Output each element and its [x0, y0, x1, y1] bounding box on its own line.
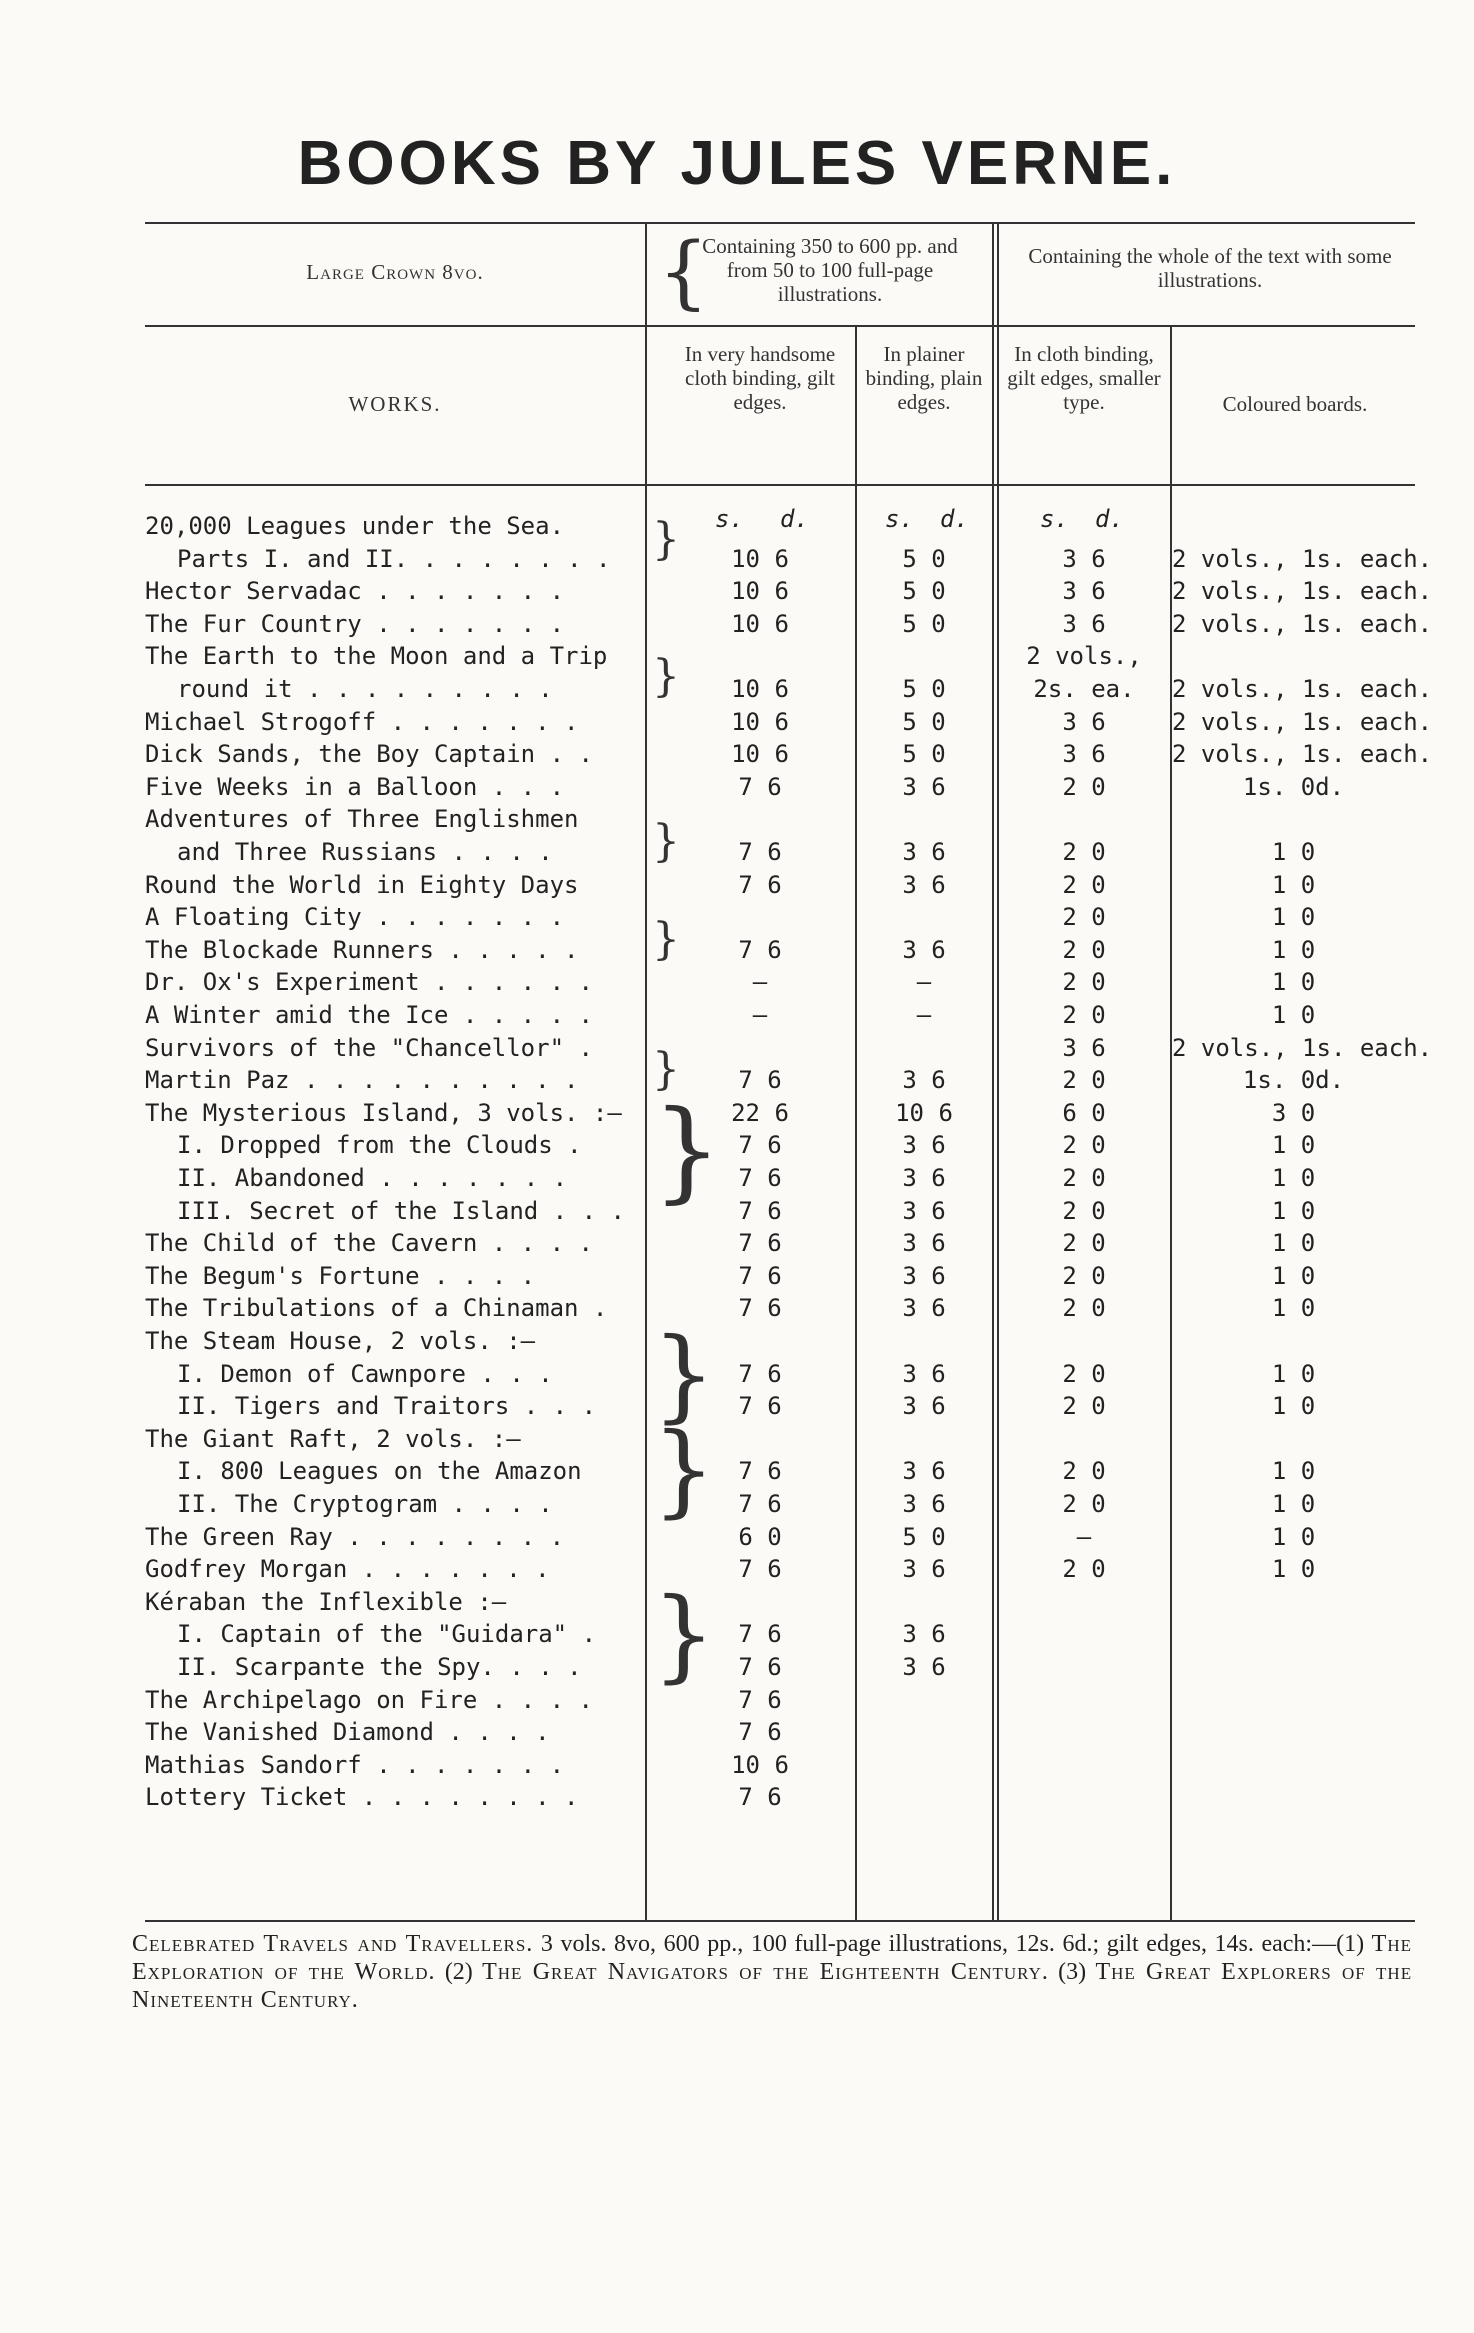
price-cell-c1: 7 6: [738, 1066, 782, 1094]
price-cell-c3: 3 6: [1062, 1034, 1106, 1062]
row-title: Lottery Ticket . . . . . . . .: [145, 1783, 579, 1811]
price-cell-c1: 7 6: [738, 1131, 782, 1159]
price-cell-c4: 2 vols., 1s. each.: [1172, 675, 1433, 703]
price-cell-c3: 2s. ea.: [1033, 675, 1135, 703]
price-cell-c1: 7 6: [738, 1783, 782, 1811]
row-title: Mathias Sandorf . . . . . . .: [145, 1751, 565, 1779]
col-divider-3b: [997, 222, 999, 1920]
table-top-rule: [145, 222, 1415, 224]
unit-s-col3: s.: [1040, 505, 1069, 533]
price-cell-c3: 2 0: [1062, 936, 1106, 964]
price-cell-c4: 1 0: [1271, 903, 1316, 931]
price-cell-c1: 7 6: [738, 936, 782, 964]
price-cell-c4: 1 0: [1271, 1392, 1316, 1420]
price-cell-c2: 3 6: [902, 773, 946, 801]
row-title: Hector Servadac . . . . . . .: [145, 577, 565, 605]
footer-part-2: The Great Navigators of the Eighteenth Century.: [482, 1959, 1049, 1985]
row-title: The Green Ray . . . . . . . .: [145, 1523, 565, 1551]
brace-survivors: }: [652, 1044, 680, 1095]
group-one-brace: {: [658, 225, 709, 318]
row-title: Survivors of the "Chancellor" .: [145, 1034, 593, 1062]
row-title: The Mysterious Island, 3 vols. :—: [145, 1099, 622, 1127]
brace-keraban: }: [652, 1576, 716, 1693]
price-cell-c4: 1 0: [1271, 1555, 1316, 1583]
price-cell-c4: 1 0: [1271, 1131, 1316, 1159]
brace-floating: }: [652, 914, 680, 965]
format-heading: Large Crown 8vo.: [306, 260, 484, 284]
brace-giant-raft: }: [652, 1411, 716, 1528]
page-title: BOOKS BY JULES VERNE.: [297, 129, 1177, 198]
price-cell-c4: 1 0: [1271, 1001, 1316, 1029]
brace-adventures: }: [652, 816, 680, 867]
price-cell-c3: —: [1076, 1523, 1092, 1551]
price-cell-c1: 7 6: [738, 1490, 782, 1518]
price-cell-c2: —: [916, 1001, 932, 1029]
row-title: The Giant Raft, 2 vols. :—: [145, 1425, 521, 1453]
row-title: and Three Russians . . . .: [177, 838, 553, 866]
price-cell-c1: 7 6: [738, 838, 782, 866]
price-cell-c2: 3 6: [902, 871, 946, 899]
footer-part-3: The Great Explorers of the Nineteenth Century.: [132, 1959, 1413, 2013]
row-title: The Fur Country . . . . . . .: [145, 610, 565, 638]
unit-s-col1: s.: [715, 505, 744, 533]
price-cell-c3: 3 6: [1062, 708, 1106, 736]
row-title: The Earth to the Moon and a Trip: [145, 642, 608, 670]
price-cell-c4: 1 0: [1271, 1523, 1316, 1551]
price-cell-c3: 2 vols.,: [1026, 642, 1142, 670]
row-title: Michael Strogoff . . . . . . .: [145, 708, 579, 736]
price-cell-c2: 5 0: [902, 610, 946, 638]
price-cell-c4: 1 0: [1271, 838, 1316, 866]
price-cell-c2: 3 6: [902, 1392, 946, 1420]
price-cell-c1: 7 6: [738, 1653, 782, 1681]
price-cell-c2: 3 6: [902, 1066, 946, 1094]
row-title: Round the World in Eighty Days: [145, 871, 579, 899]
col-divider-1: [645, 222, 647, 1920]
price-cell-c1: —: [752, 968, 768, 996]
col-boards-heading: Coloured boards.: [1222, 392, 1368, 416]
price-cell-c3: 2 0: [1062, 1197, 1106, 1225]
price-cell-c1: 7 6: [738, 773, 782, 801]
row-title: round it . . . . . . . . .: [177, 675, 553, 703]
price-cell-c1: 10 6: [731, 675, 789, 703]
row-title: I. Demon of Cawnpore . . .: [177, 1360, 553, 1388]
header-mid-rule: [145, 325, 1415, 327]
unit-s-col2: s.: [885, 505, 914, 533]
price-cell-c2: 3 6: [902, 1360, 946, 1388]
price-cell-c2: —: [916, 968, 932, 996]
price-cell-c4: 1 0: [1271, 936, 1316, 964]
price-cell-c1: 10 6: [731, 740, 789, 768]
price-cell-c2: 3 6: [902, 1164, 946, 1192]
price-cell-c1: —: [752, 1001, 768, 1029]
price-cell-c3: 2 0: [1062, 1262, 1106, 1290]
price-cell-c2: 3 6: [902, 1457, 946, 1485]
row-title: I. Dropped from the Clouds .: [177, 1131, 582, 1159]
price-cell-c3: 2 0: [1062, 1066, 1106, 1094]
row-title: 20,000 Leagues under the Sea.: [145, 512, 565, 540]
row-title: A Floating City . . . . . . .: [145, 903, 565, 931]
row-title: I. Captain of the "Guidara" .: [177, 1620, 597, 1648]
price-cell-c4: 1 0: [1271, 1229, 1316, 1257]
price-cell-c4: 1 0: [1271, 968, 1316, 996]
price-cell-c4: 2 vols., 1s. each.: [1172, 740, 1433, 768]
works-heading: WORKS.: [348, 392, 442, 416]
price-cell-c1: 7 6: [738, 1718, 782, 1746]
price-cell-c1: 7 6: [738, 1555, 782, 1583]
row-title: II. Tigers and Traitors . . .: [177, 1392, 597, 1420]
brace-20000: }: [652, 514, 680, 565]
row-title: Dick Sands, the Boy Captain . .: [145, 740, 593, 768]
price-cell-c2: 3 6: [902, 1131, 946, 1159]
price-cell-c2: 5 0: [902, 708, 946, 736]
price-cell-c2: 3 6: [902, 936, 946, 964]
price-cell-c3: 2 0: [1062, 871, 1106, 899]
group-one-heading: Containing 350 to 600 pp. and from 50 to 100 full-page illustrations.: [702, 234, 958, 306]
price-cell-c4: 1s. 0d.: [1242, 1066, 1345, 1094]
col-divider-2: [855, 325, 857, 1920]
price-cell-c2: 5 0: [902, 675, 946, 703]
row-title: The Vanished Diamond . . . .: [145, 1718, 550, 1746]
price-cell-c1: 7 6: [738, 1262, 782, 1290]
row-title: II. The Cryptogram . . . .: [177, 1490, 553, 1518]
price-cell-c4: 1 0: [1271, 1197, 1316, 1225]
price-cell-c2: 3 6: [902, 1262, 946, 1290]
brace-earth-moon: }: [652, 651, 680, 702]
price-cell-c3: 2 0: [1062, 1555, 1106, 1583]
price-cell-c3: 2 0: [1062, 1457, 1106, 1485]
row-title: The Archipelago on Fire . . . .: [145, 1686, 593, 1714]
price-cell-c2: 3 6: [902, 1229, 946, 1257]
price-cell-c4: 2 vols., 1s. each.: [1172, 577, 1433, 605]
brace-mysterious: }: [652, 1086, 722, 1214]
header-bottom-rule: [145, 484, 1415, 486]
footer-text-2: (2): [444, 1959, 473, 1985]
unit-d-col2: d.: [940, 505, 969, 533]
row-title: Dr. Ox's Experiment . . . . . .: [145, 968, 593, 996]
price-cell-c3: 2 0: [1062, 1229, 1106, 1257]
price-cell-c3: 2 0: [1062, 1294, 1106, 1322]
price-cell-c3: 3 6: [1062, 545, 1106, 573]
price-cell-c4: 2 vols., 1s. each.: [1172, 1034, 1433, 1062]
price-cell-c3: 2 0: [1062, 1164, 1106, 1192]
price-cell-c4: 1 0: [1271, 1360, 1316, 1388]
price-cell-c4: 1 0: [1271, 1294, 1316, 1322]
price-cell-c2: 3 6: [902, 1294, 946, 1322]
price-cell-c4: 2 vols., 1s. each.: [1172, 545, 1433, 573]
row-title: The Tribulations of a Chinaman .: [145, 1294, 608, 1322]
price-cell-c4: 1 0: [1271, 1164, 1316, 1192]
price-cell-c2: 3 6: [902, 1620, 946, 1648]
price-cell-c3: 2 0: [1062, 838, 1106, 866]
price-cell-c2: 3 6: [902, 838, 946, 866]
price-cell-c3: 2 0: [1062, 1001, 1106, 1029]
price-cell-c3: 2 0: [1062, 1131, 1106, 1159]
row-title: The Steam House, 2 vols. :—: [145, 1327, 536, 1355]
price-cell-c3: 3 6: [1062, 577, 1106, 605]
row-title: Kéraban the Inflexible :—: [145, 1588, 507, 1616]
price-cell-c1: 10 6: [731, 545, 789, 573]
price-cell-c3: 2 0: [1062, 968, 1106, 996]
price-cell-c2: 3 6: [902, 1490, 946, 1518]
price-cell-c1: 7 6: [738, 1164, 782, 1192]
col-handsome-heading: In very handsome cloth binding, gilt edges.: [684, 342, 836, 414]
price-cell-c1: 10 6: [731, 708, 789, 736]
row-title: The Child of the Cavern . . . .: [145, 1229, 593, 1257]
row-title: II. Scarpante the Spy. . . .: [177, 1653, 582, 1681]
price-cell-c1: 7 6: [738, 1620, 782, 1648]
footer-lead: Celebrated Travels and Travellers.: [132, 1931, 534, 1957]
price-cell-c2: 10 6: [895, 1099, 953, 1127]
price-cell-c3: 6 0: [1062, 1099, 1106, 1127]
row-title: A Winter amid the Ice . . . . .: [145, 1001, 593, 1029]
price-cell-c4: 3 0: [1271, 1099, 1316, 1127]
price-cell-c3: 3 6: [1062, 740, 1106, 768]
price-cell-c4: 1 0: [1271, 1262, 1316, 1290]
row-title: Parts I. and II. . . . . . . .: [177, 545, 611, 573]
table-bottom-rule: [145, 1920, 1415, 1922]
price-cell-c3: 3 6: [1062, 610, 1106, 638]
row-title: III. Secret of the Island . . .: [177, 1197, 625, 1225]
footer-part-1: The Exploration of the World.: [132, 1931, 1412, 1985]
price-cell-c3: 2 0: [1062, 1490, 1106, 1518]
row-title: The Blockade Runners . . . . .: [145, 936, 579, 964]
price-cell-c3: 2 0: [1062, 773, 1106, 801]
group-two-heading: Containing the whole of the text with some illustrations.: [1028, 244, 1392, 292]
price-cell-c4: 1s. 0d.: [1242, 773, 1345, 801]
footer-note: [132, 1930, 1412, 2014]
price-cell-c2: 5 0: [902, 545, 946, 573]
price-cell-c2: 5 0: [902, 577, 946, 605]
row-title: Godfrey Morgan . . . . . . .: [145, 1555, 550, 1583]
col-cloth-heading: In cloth binding, gilt edges, smaller type.: [1007, 342, 1161, 414]
brace-steam-house: }: [652, 1316, 716, 1433]
unit-d-col3: d.: [1095, 505, 1124, 533]
price-cell-c1: 10 6: [731, 1751, 789, 1779]
price-cell-c1: 22 6: [731, 1099, 789, 1127]
price-cell-c2: 5 0: [902, 740, 946, 768]
price-cell-c1: 10 6: [731, 577, 789, 605]
price-cell-c4: 1 0: [1271, 871, 1316, 899]
row-title: The Begum's Fortune . . . .: [145, 1262, 536, 1290]
price-cell-c2: 5 0: [902, 1523, 946, 1551]
price-cell-c4: 2 vols., 1s. each.: [1172, 708, 1433, 736]
row-title: Five Weeks in a Balloon . . .: [145, 773, 565, 801]
col-divider-3: [992, 222, 994, 1920]
col-plainer-heading: In plainer binding, plain edges.: [865, 342, 983, 414]
price-cell-c2: 3 6: [902, 1653, 946, 1681]
price-cell-c1: 7 6: [738, 1686, 782, 1714]
row-title: Adventures of Three Englishmen: [145, 805, 579, 833]
price-cell-c3: 2 0: [1062, 1360, 1106, 1388]
row-title: Martin Paz . . . . . . . . . .: [145, 1066, 579, 1094]
price-cell-c1: 6 0: [738, 1523, 782, 1551]
price-cell-c1: 7 6: [738, 1392, 782, 1420]
price-cell-c1: 7 6: [738, 1229, 782, 1257]
price-cell-c3: 2 0: [1062, 903, 1106, 931]
price-cell-c3: 2 0: [1062, 1392, 1106, 1420]
row-title: I. 800 Leagues on the Amazon: [177, 1457, 582, 1485]
price-cell-c1: 7 6: [738, 1360, 782, 1388]
price-cell-c1: 10 6: [731, 610, 789, 638]
price-cell-c1: 7 6: [738, 1294, 782, 1322]
price-cell-c4: 1 0: [1271, 1457, 1316, 1485]
row-title: II. Abandoned . . . . . . .: [177, 1164, 568, 1192]
footer-text-1: 3 vols. 8vo, 600 pp., 100 full-page illustrations, 12s. 6d.; gilt edges, 14s. each:—(1): [540, 1931, 1365, 1957]
price-cell-c2: 3 6: [902, 1197, 946, 1225]
price-cell-c1: 7 6: [738, 1457, 782, 1485]
price-cell-c4: 1 0: [1271, 1490, 1316, 1518]
unit-d-col1: d.: [780, 505, 809, 533]
price-cell-c1: 7 6: [738, 871, 782, 899]
footer-text-3: (3): [1058, 1959, 1087, 1985]
price-cell-c4: 2 vols., 1s. each.: [1172, 610, 1433, 638]
price-cell-c2: 3 6: [902, 1555, 946, 1583]
price-cell-c1: 7 6: [738, 1197, 782, 1225]
